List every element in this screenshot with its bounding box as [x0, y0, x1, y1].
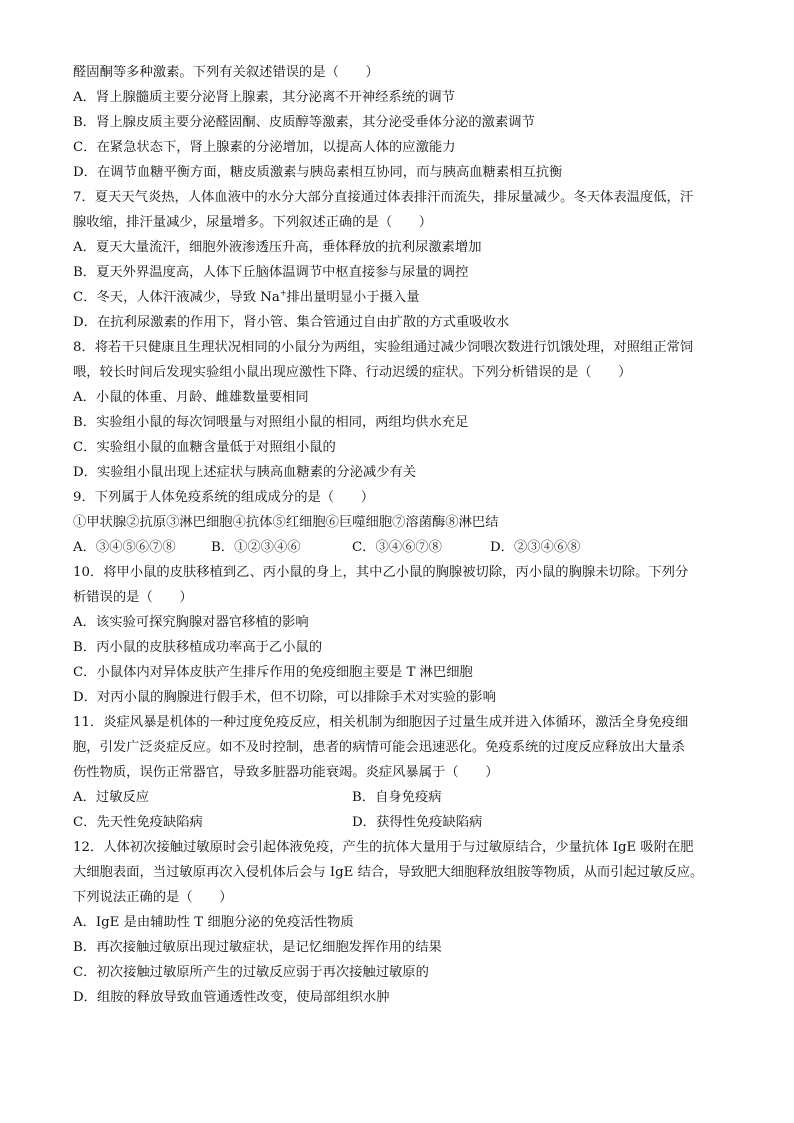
question-line: 9．下列属于人体免疫系统的组成成分的是（ ）: [73, 490, 374, 505]
option-b: B．自身免疫病: [352, 790, 442, 805]
option-line: D．组胺的释放导致血管通透性改变，使局部组织水肿: [73, 990, 390, 1005]
option-line: B．再次接触过敏原出现过敏症状，是记忆细胞发挥作用的结果: [73, 940, 442, 955]
question-line: 下列说法正确的是（ ）: [73, 890, 233, 905]
question-line: 伤性物质，误伤正常器官，导致多脏器功能衰竭。炎症风暴属于（ ）: [73, 765, 499, 780]
block-q10-q11: [73, 560, 733, 785]
question-line: 析错误的是（ ）: [73, 590, 193, 605]
option-c: C．先天性免疫缺陷病: [73, 815, 203, 830]
text-line: 醛固酮等多种激素。下列有关叙述错误的是（ ）: [73, 65, 379, 80]
q11-options-row-1: [73, 785, 733, 810]
option-line: D．实验组小鼠出现上述症状与胰高血糖素的分泌减少有关: [73, 465, 417, 480]
option-text: C．冬天，人体汗液减少，导致 Na: [73, 290, 280, 305]
option-line: A．小鼠的体重、月龄、雌雄数量要相同: [73, 390, 309, 405]
option-a: A．③④⑤⑥⑦⑧: [73, 540, 176, 555]
option-a: A．过敏反应: [73, 790, 150, 805]
question-line: 10．将甲小鼠的皮肤移植到乙、丙小鼠的身上，其中乙小鼠的胸腺被切除，丙小鼠的胸腺未切除。下列分: [73, 565, 689, 580]
option-line: A．夏天大量流汗，细胞外液渗透压升高，垂体释放的抗利尿激素增加: [73, 240, 482, 255]
option-line: A．该实验可探究胸腺对器官移植的影响: [73, 615, 309, 630]
option-line: C．在紧急状态下，肾上腺素的分泌增加，以提高人体的应激能力: [73, 140, 456, 155]
option-text: 排出量明显小于摄入量: [286, 290, 420, 305]
option-line: C．实验组小鼠的血糖含量低于对照组小鼠的: [73, 440, 336, 455]
exam-page: [73, 60, 733, 1010]
question-line: 12．人体初次接触过敏原时会引起体液免疫，产生的抗体大量用于与过敏原结合，少量抗体 IgE 吸附在肥: [73, 840, 694, 855]
q9-options: [73, 535, 733, 560]
items-line: ①甲状腺②抗原③淋巴细胞④抗体⑤红细胞⑥巨噬细胞⑦溶菌酶⑧淋巴结: [73, 515, 499, 530]
q11-options-row-2: [73, 810, 733, 835]
option-line-c: [73, 285, 733, 310]
option-line: C．初次接触过敏原所产生的过敏反应弱于再次接触过敏原的: [73, 965, 429, 980]
option-c: C．③④⑥⑦⑧: [352, 540, 442, 555]
option-line: D．对丙小鼠的胸腺进行假手术，但不切除，可以排除手术对实验的影响: [73, 690, 496, 705]
question-line: 7．夏天天气炎热，人体血液中的水分大部分直接通过体表排汗而流失，排尿量减少。冬天体表温度低，汗: [73, 190, 694, 205]
option-line: A．肾上腺髓质主要分泌肾上腺素，其分泌离不开神经系统的调节: [73, 90, 455, 105]
question-line: 腺收缩，排汗量减少，尿量增多。下列叙述正确的是（ ）: [73, 215, 433, 230]
option-line: A．IgE 是由辅助性 T 细胞分泌的免疫活性物质: [73, 915, 354, 930]
block-q7-q9: [73, 310, 733, 535]
question-line: 8．将若干只健康且生理状况相同的小鼠分为两组，实验组通过减少饲喂次数进行饥饿处理，对照组正常饲: [73, 340, 694, 355]
option-line: B．夏天外界温度高，人体下丘脑体温调节中枢直接参与尿量的调控: [73, 265, 469, 280]
option-line: B．肾上腺皮质主要分泌醛固酮、皮质醇等激素，其分泌受垂体分泌的激素调节: [73, 115, 535, 130]
option-d: D．获得性免疫缺陷病: [352, 815, 483, 830]
question-line: 11．炎症风暴是机体的一种过度免疫反应，相关机制为细胞因子过量生成并进入体循环，激活全身免疫细: [73, 715, 689, 730]
option-line: D．在抗利尿激素的作用下，肾小管、集合管通过自由扩散的方式重吸收水: [73, 315, 510, 330]
option-line: B．实验组小鼠的每次饲喂量与对照组小鼠的相同，两组均供水充足: [73, 415, 469, 430]
option-line: C．小鼠体内对异体皮肤产生排斥作用的免疫细胞主要是 T 淋巴细胞: [73, 665, 473, 680]
question-line: 喂，较长时间后发现实验组小鼠出现应激性下降、行动迟缓的症状。下列分析错误的是（ ）: [73, 365, 632, 380]
block-q12: [73, 835, 733, 1010]
option-line: D．在调节血糖平衡方面，糖皮质激素与胰岛素相互协同，而与胰高血糖素相互抗衡: [73, 165, 563, 180]
block-q6-q7: [73, 60, 733, 310]
option-line: B．丙小鼠的皮肤移植成功率高于乙小鼠的: [73, 640, 323, 655]
option-b: B．①②③④⑥: [211, 540, 301, 555]
question-line: 大细胞表面，当过敏原再次入侵机体后会与 IgE 结合，导致肥大细胞释放组胺等物质，从而引起过敏反应。: [73, 865, 704, 880]
question-line: 胞，引发广泛炎症反应。如不及时控制，患者的病情可能会迅速恶化。免疫系统的过度反应释放出大量杀: [73, 740, 685, 755]
option-d: D．②③④⑥⑧: [490, 540, 581, 555]
superscript: +: [279, 288, 287, 298]
